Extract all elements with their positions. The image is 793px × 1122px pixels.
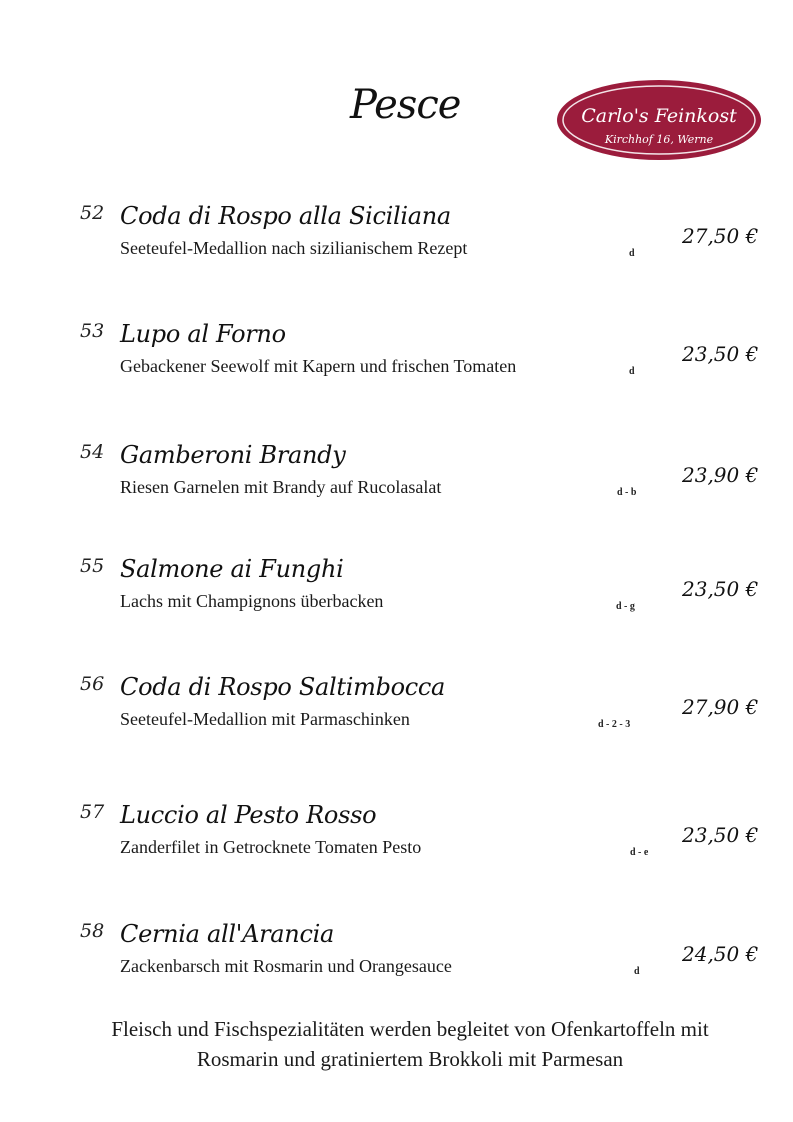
footer-line: Rosmarin und gratiniertem Brokkoli mit Parmesan [196, 1047, 624, 1071]
item-name: Luccio al Pesto Rosso [120, 801, 377, 829]
item-allergens: d - g [616, 601, 635, 612]
menu-item [0, 673, 793, 763]
item-allergens: d [629, 248, 635, 259]
item-allergens: d - 2 - 3 [598, 719, 631, 730]
item-price: 27,90 € [682, 695, 759, 719]
item-price: 27,50 € [682, 224, 759, 248]
item-number: 54 [80, 441, 105, 463]
menu-item [0, 555, 793, 645]
menu-item [0, 920, 793, 1010]
item-allergens: d [629, 366, 635, 377]
item-description: Gebackener Seewolf mit Kapern und frischen Tomaten [120, 356, 517, 376]
menu-item [0, 801, 793, 891]
page-title: Pesce [350, 82, 461, 128]
item-number: 58 [80, 920, 105, 942]
item-allergens: d [634, 966, 640, 977]
item-description: Riesen Garnelen mit Brandy auf Rucolasalat [120, 477, 442, 497]
item-description: Zanderfilet in Getrocknete Tomaten Pesto [120, 837, 422, 857]
logo-address: Kirchhof 16, Werne [604, 133, 714, 146]
item-price: 23,50 € [682, 577, 759, 601]
item-number: 55 [80, 555, 105, 577]
item-name: Salmone ai Funghi [120, 555, 344, 583]
menu-item [0, 441, 793, 531]
item-description: Lachs mit Champignons überbacken [120, 591, 384, 611]
item-price: 23,50 € [682, 823, 759, 847]
item-name: Cernia all'Arancia [120, 920, 334, 948]
item-price: 23,90 € [682, 463, 759, 487]
item-allergens: d - b [617, 487, 637, 498]
restaurant-logo [556, 79, 762, 161]
item-description: Zackenbarsch mit Rosmarin und Orangesauce [120, 956, 452, 976]
item-number: 52 [80, 202, 105, 224]
item-name: Lupo al Forno [120, 320, 286, 348]
menu-item [0, 320, 793, 410]
item-name: Coda di Rospo alla Siciliana [120, 202, 451, 230]
item-description: Seeteufel-Medallion nach sizilianischem Rezept [120, 238, 468, 258]
item-allergens: d - e [630, 847, 649, 858]
item-price: 24,50 € [682, 942, 759, 966]
item-price: 23,50 € [682, 342, 759, 366]
footer-note [60, 1014, 760, 1074]
menu-item [0, 202, 793, 292]
item-number: 56 [80, 673, 105, 695]
item-name: Coda di Rospo Saltimbocca [120, 673, 446, 701]
footer-line: Fleisch und Fischspezialitäten werden begleitet von Ofenkartoffeln mit [111, 1017, 709, 1041]
logo-name: Carlo's Feinkost [581, 105, 737, 127]
item-name: Gamberoni Brandy [120, 441, 346, 469]
item-number: 53 [80, 320, 105, 342]
item-number: 57 [80, 801, 105, 823]
item-description: Seeteufel-Medallion mit Parmaschinken [120, 709, 410, 729]
